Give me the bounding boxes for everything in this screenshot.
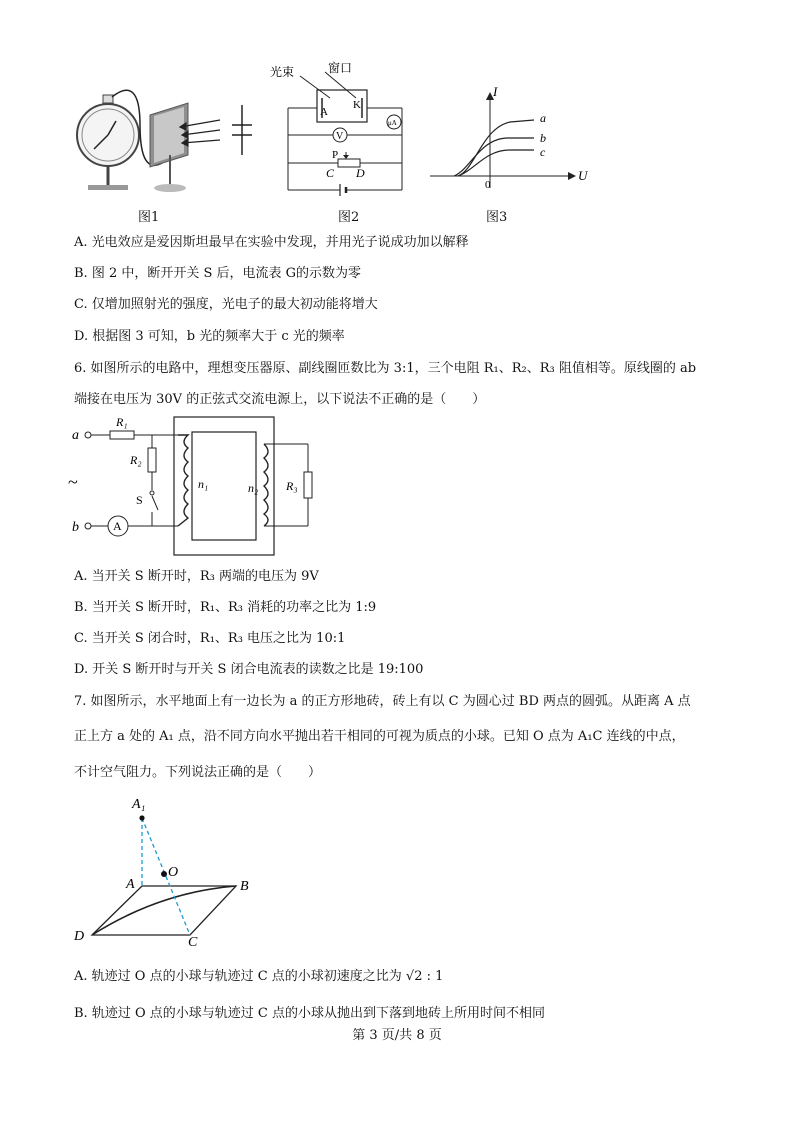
fig2-window-label: 窗口 <box>328 61 353 75</box>
q6-terminal-b-label: b <box>72 520 79 535</box>
q6-ac-source-symbol: ~ <box>68 472 78 492</box>
fig3-u-axis-label: U <box>578 168 588 183</box>
q7-option-a: A. 轨迹过 O 点的小球与轨迹过 C 点的小球初速度之比为 √2 : 1 <box>74 969 444 984</box>
fig3-origin-label: 0 <box>485 179 491 191</box>
page-footer: 第 3 页/共 8 页 <box>352 1028 442 1043</box>
q7-o-label: O <box>168 865 179 880</box>
q7-d-label: D <box>74 929 85 944</box>
q6-option-c: C. 当开关 S 闭合时，R₁、R₃ 电压之比为 10:1 <box>74 631 346 646</box>
q7-stem-line-1: 7. 如图所示，水平地面上有一边长为 a 的正方形地砖，砖上有以 C 为圆心过 BD 两点的圆弧。从距离 A 点 <box>74 694 691 709</box>
q6-transformer-circuit <box>68 412 328 562</box>
q6-option-a: A. 当开关 S 断开时，R₃ 两端的电压为 9V <box>74 569 319 584</box>
q5-option-d: D. 根据图 3 可知，b 光的频率大于 c 光的频率 <box>74 329 345 344</box>
q6-secondary-turns-label: n₂ <box>248 481 259 495</box>
q6-stem-line-2: 端接在电压为 30V 的正弦式交流电源上，以下说法不正确的是（ ） <box>74 392 486 407</box>
q7-c-label: C <box>188 935 198 950</box>
fig2-voltmeter-label: V <box>336 131 344 142</box>
q6-terminal-a-label: a <box>72 428 79 443</box>
fig2-d-label: D <box>356 166 365 180</box>
q5-option-b: B. 图 2 中，断开开关 S 后，电流表 G的示数为零 <box>74 266 362 281</box>
q6-ammeter-label: A <box>113 519 122 533</box>
q5-option-c: C. 仅增加照射光的强度，光电子的最大初动能将增大 <box>74 297 378 312</box>
q5-option-a: A. 光电效应是爱因斯坦最早在实验中发现，并用光子说成功加以解释 <box>74 235 469 250</box>
q6-r1-label: R₁ <box>116 415 128 429</box>
fig3-curve-b-label: b <box>540 131 546 145</box>
fig2-cathode-label: K <box>353 99 361 111</box>
figure-3-iv-curves <box>430 84 590 198</box>
q6-option-d: D. 开关 S 断开时与开关 S 闭合电流表的读数之比是 19:100 <box>74 662 424 677</box>
fig2-microammeter-label: μA <box>388 119 397 127</box>
q6-r2-label: R₂ <box>130 453 142 467</box>
q7-floor-tile-diagram <box>70 792 270 952</box>
q6-stem-line-1: 6. 如图所示的电路中，理想变压器原、副线圈匝数比为 3:1，三个电阻 R₁、R₂、R₃ 阻值相等。原线圈的 ab <box>74 361 697 376</box>
fig3-curve-a-label: a <box>540 111 546 125</box>
q6-switch-label: S <box>136 493 143 507</box>
fig2-anode-label: A <box>320 106 328 118</box>
q6-primary-turns-label: n₁ <box>198 477 209 491</box>
fig3-curve-c-label: c <box>540 145 546 159</box>
fig2-slider-label: P <box>332 149 339 161</box>
figure-2-caption: 图2 <box>338 210 360 225</box>
fig3-i-axis-label: I <box>493 84 498 99</box>
figure-1-photoelectric-apparatus <box>70 85 270 200</box>
figure-3-caption: 图3 <box>486 210 508 225</box>
q7-option-b: B. 轨迹过 O 点的小球与轨迹过 C 点的小球从抛出到下落到地砖上所用时间不相同 <box>74 1006 545 1021</box>
fig2-c-label: C <box>326 166 335 180</box>
q6-r3-label: R₃ <box>286 479 298 493</box>
q7-stem-line-3: 不计空气阻力。下列说法正确的是（ ） <box>74 765 322 780</box>
figure-2-phototube-circuit <box>270 60 410 200</box>
q7-a1-label: A₁ <box>132 797 146 812</box>
q6-option-b: B. 当开关 S 断开时，R₁、R₃ 消耗的功率之比为 1:9 <box>74 600 377 615</box>
fig2-beam-label: 光束 <box>270 65 295 79</box>
figure-1-caption: 图1 <box>138 210 160 225</box>
q7-stem-line-2: 正上方 a 处的 A₁ 点，沿不同方向水平抛出若干相同的可视为质点的小球。已知 O 点为 A₁C 连线的中点， <box>74 729 685 744</box>
q7-b-label: B <box>240 879 249 894</box>
q7-a-label: A <box>126 877 135 892</box>
